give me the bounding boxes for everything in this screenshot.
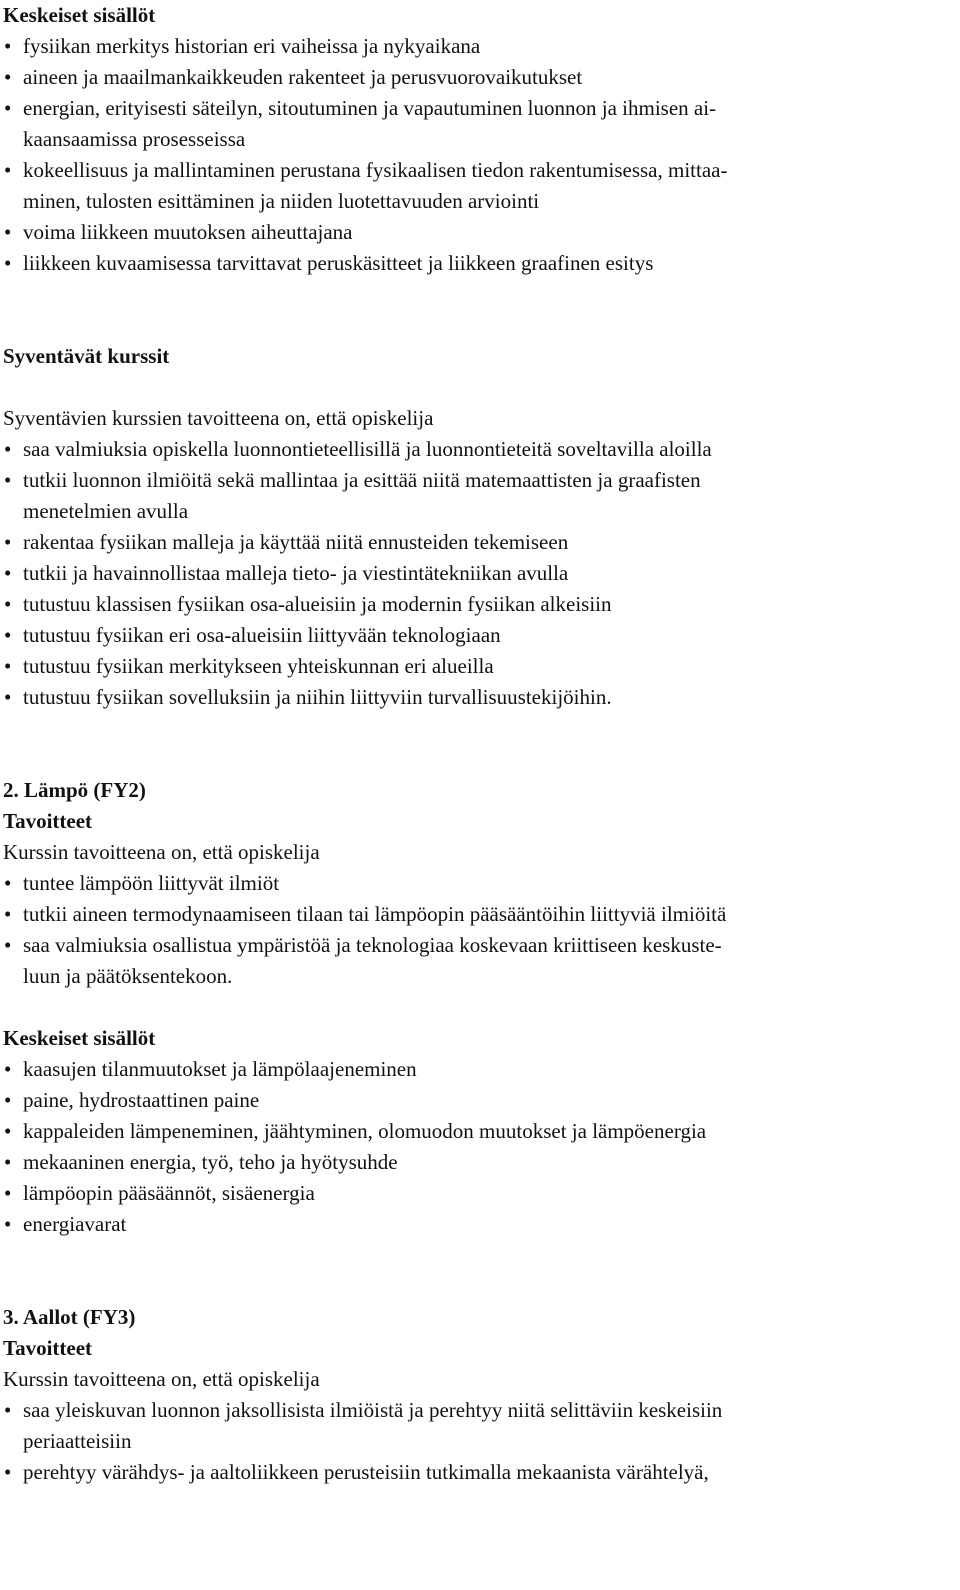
list-item: • tutkii aineen termodynaamiseen tilaan tai lämpöopin pääsääntöihin liittyviä ilmiöitä [3, 899, 953, 930]
goals-list [3, 434, 953, 713]
goals-list [3, 1395, 953, 1488]
list-item: • energian, erityisesti säteilyn, sitoutuminen ja vapautuminen luonnon ja ihmisen ai- kaansaamissa prosesseissa [3, 93, 953, 155]
list-item: • aineen ja maailmankaikkeuden rakenteet ja perusvuorovaikutukset [3, 62, 953, 93]
list-item: • lämpöopin pääsäännöt, sisäenergia [3, 1178, 953, 1209]
list-item: • saa valmiuksia osallistua ympäristöä ja teknologiaa koskevaan kriittiseen keskuste- luun ja päätöksentekoon. [3, 930, 953, 992]
list-item: • energiavarat [3, 1209, 953, 1240]
intro-text: Kurssin tavoitteena on, että opiskelija [3, 1367, 320, 1391]
list-item: • saa yleiskuvan luonnon jaksollisista ilmiöistä ja perehtyy niitä selittäviin keskeisiin periaatteisiin [3, 1395, 953, 1457]
list-item: • kappaleiden lämpeneminen, jäähtyminen, olomuodon muutokset ja lämpöenergia [3, 1116, 953, 1147]
intro-text: Syventävien kurssien tavoitteena on, että opiskelija [3, 406, 434, 430]
list-item: • perehtyy värähdys- ja aaltoliikkeen perusteisiin tutkimalla mekaanista värähtelyä, [3, 1457, 953, 1488]
course-title-fy2: 2. Lämpö (FY2) [3, 778, 146, 802]
list-item: • tuntee lämpöön liittyvät ilmiöt [3, 868, 953, 899]
course-title-fy3: 3. Aallot (FY3) [3, 1305, 136, 1329]
section-heading-syventavat-kurssit: Syventävät kurssit [3, 344, 170, 368]
section-heading-tavoitteet: Tavoitteet [3, 1336, 93, 1360]
list-item: • mekaaninen energia, työ, teho ja hyötysuhde [3, 1147, 953, 1178]
list-item: • tutkii luonnon ilmiöitä sekä mallintaa ja esittää niitä matemaattisten ja graafisten menetelmien avulla [3, 465, 953, 527]
list-item: • tutustuu fysiikan sovelluksiin ja niihin liittyviin turvallisuustekijöihin. [3, 682, 953, 713]
section-heading-tavoitteet: Tavoitteet [3, 809, 93, 833]
list-item: • paine, hydrostaattinen paine [3, 1085, 953, 1116]
list-item: • kaasujen tilanmuutokset ja lämpölaajeneminen [3, 1054, 953, 1085]
content-list [3, 1054, 953, 1240]
list-item: • fysiikan merkitys historian eri vaiheissa ja nykyaikana [3, 31, 953, 62]
section-heading-keskeiset-sisallot: Keskeiset sisällöt [3, 1026, 156, 1050]
list-item: • tutustuu fysiikan merkitykseen yhteiskunnan eri alueilla [3, 651, 953, 682]
list-item: • kokeellisuus ja mallintaminen perustana fysikaalisen tiedon rakentumisessa, mittaa- minen, tulosten esittäminen ja niiden luotettavuuden arviointi [3, 155, 953, 217]
list-item: • tutkii ja havainnollistaa malleja tieto- ja viestintätekniikan avulla [3, 558, 953, 589]
goals-list [3, 868, 953, 992]
list-item: • rakentaa fysiikan malleja ja käyttää niitä ennusteiden tekemiseen [3, 527, 953, 558]
list-item: • tutustuu fysiikan eri osa-alueisiin liittyvään teknologiaan [3, 620, 953, 651]
content-list [3, 31, 953, 279]
list-item: • saa valmiuksia opiskella luonnontieteellisillä ja luonnontieteitä soveltavilla aloilla [3, 434, 953, 465]
list-item: • tutustuu klassisen fysiikan osa-alueisiin ja modernin fysiikan alkeisiin [3, 589, 953, 620]
intro-text: Kurssin tavoitteena on, että opiskelija [3, 840, 320, 864]
list-item: • voima liikkeen muutoksen aiheuttajana [3, 217, 953, 248]
document-page [3, 0, 953, 1488]
section-heading-keskeiset-sisallot: Keskeiset sisällöt [3, 3, 156, 27]
list-item: • liikkeen kuvaamisessa tarvittavat peruskäsitteet ja liikkeen graafinen esitys [3, 248, 953, 279]
